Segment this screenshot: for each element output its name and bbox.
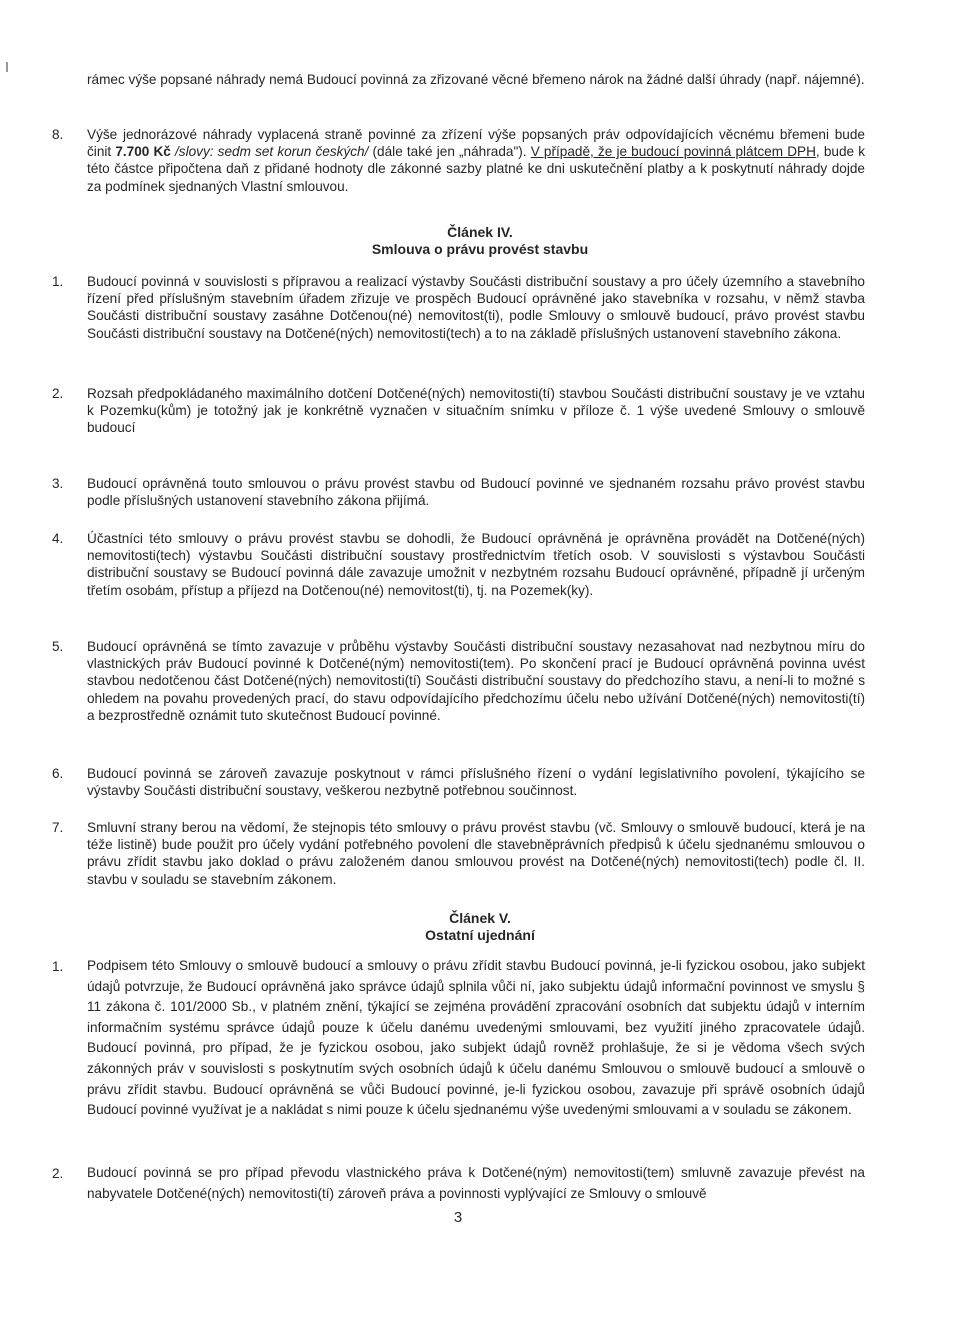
clause-number: 5. (52, 639, 64, 654)
scan-speck (6, 62, 8, 72)
clause-number: 8. (52, 127, 64, 142)
article-4-clause-5: Budoucí oprávněná se tímto zavazuje v průběhu výstavby Součásti distribuční soustavy nezasahovat nad nezbytnou míru do vlastnických práv Budoucí povinné k Dotčené(ným) nemovitosti(tem). Po skončení prací je Budoucí oprávněná povinna uvést stavbou nedotčenou část Dotčené(ných) nemovitosti(tí) Součásti distribuční soustavy do předchozího stavu, a není-li to možné s ohledem na povahu provedených prací, do stavu odpovídajícího předchozímu účelu nebo užívání Dotčené(ných) nemovitosti(tí) a bezprostředně oznámit tuto skutečnost Budoucí povinné. (87, 639, 865, 723)
clause-number: 6. (52, 766, 64, 781)
article-4-clause-1: Budoucí povinná v souvislosti s přípravou a realizací výstavby Součásti distribuční soustavy a pro účely územního a stavebního řízení před příslušným stavebním úřadem zřizuje ve prospěch Budoucí oprávněné jako stavebníka v rozsahu, v němž stavba Součásti distribuční soustavy zasáhne Dotčenou(né) nemovitost(ti), podle Smlouvy o smlouvě budoucí, právo provést stavbu Součásti distribuční soustavy na Dotčené(ných) nemovitosti(tech) a to na základě příslušných ustanovení stavebního zákona. (87, 274, 865, 341)
article-4-subheading: Smlouva o právu provést stavbu (371, 241, 589, 257)
clause-8-text (87, 126, 865, 195)
clause-number: 3. (52, 476, 64, 491)
clause-number: 2. (52, 1166, 64, 1181)
article-5-clause-2: Budoucí povinná se pro případ převodu vlastnického práva k Dotčené(ným) nemovitosti(tem) smluvně zavazuje převést na nabyvatele Dotčené(ných) nemovitosti(tí) zároveň práva a povinnosti vyplývající ze Smlouvy o smlouvě (87, 1165, 865, 1201)
vat-condition: V případě, že je budoucí povinná plátcem DPH (530, 144, 816, 160)
clause-8-part3: , bude k této částce připočtena daň z přidané hodnoty dle zákonné sazby platné ke dni uskutečnění platby a k poskytnutí náhrady dojde za podmínek sjednaných Vlastní smlouvou. (87, 144, 866, 194)
article-4-clause-7: Smluvní strany berou na vědomí, že stejnopis této smlouvy o právu provést stavbu (vč. Smlouvy o smlouvě budoucí, která je na téže listině) bude použit pro účely vydání potřebného povolení dle stavebněprávních předpisů k účelu sjednanému smlouvou o právu zřídit stavbu jako doklad o právu založeném danou smlouvou provést na Dotčené(ných) nemovitosti(tech) podle čl. II. stavbu v souladu se stavebním zákonem. (87, 820, 865, 887)
article-4-clause-6: Budoucí povinná se zároveň zavazuje poskytnout v rámci příslušného řízení o vydání legislativního povolení, týkajícího se výstavby Součásti distribuční soustavy, veškerou nezbytně potřebnou součinnost. (87, 766, 865, 799)
article-5-clause-1: Podpisem této Smlouvy o smlouvě budoucí a smlouvy o právu zřídit stavbu Budoucí povinná, je-li fyzickou osobou, jako subjekt údajů potvrzuje, že Budoucí oprávněná jako správce údajů splnila vůči ní, jako subjektu údajů informační povinnost ve smyslu § 11 zákona č. 101/2000 Sb., v platném znění, týkající se zejména provádění zpracování osobních dat subjektu údajů v interním informačním systému správce údajů pouze k účelu danému uvedenými smlouvami, bez využití jiného zpracovatele údajů. Budoucí povinná, pro případ, že je fyzickou osobou, jako subjekt údajů rovněž prohlašuje, že si je vědoma všech svých zákonných práv v souvislosti s poskytnutím svých osobních údajů k účelu danému Smlouvou o smlouvě budoucí a smlouvě o právu zřídit stavbu. Budoucí oprávněná se vůči Budoucí povinné, je-li fyzickou osobou, zavazuje při správě osobních údajů Budoucí povinné využívat je a nakládat s nimi pouze k účelu sjednanému výše uvedenými smlouvami a v souladu se zákonem. (87, 958, 865, 1118)
clause-number: 2. (52, 386, 64, 401)
clause-number: 1. (52, 274, 64, 289)
article-4-clause-4: Účastníci této smlouvy o právu provést stavbu se dohodli, že Budoucí oprávněná je oprávněna provádět na Dotčené(ných) nemovitosti(tech) výstavbu Součásti distribuční soustavy prostřednictvím třetích osob. V souvislosti s výstavbou Součásti distribuční soustavy se Budoucí povinná dále zavazuje umožnit v nezbytném rozsahu Budoucí oprávněné, případně jí určeným třetím osobám, přístup a příjezd na Dotčenou(né) nemovitost(ti), tj. na Pozemek(ky). (87, 531, 865, 598)
amount-in-words: /slovy: sedm set korun českých/ (170, 144, 369, 160)
article-4-clause-2: Rozsah předpokládaného maximálního dotčení Dotčené(ných) nemovitosti(tí) stavbou Součásti distribuční soustavy je ve vztahu k Pozemku(kům) je totožný jak je konkrétně vyznačen v situačním snímku v příloze č. 1 výše uvedené Smlouvy o smlouvě budoucí (87, 386, 865, 436)
clause-number: 4. (52, 531, 64, 546)
page-number: 3 (453, 1209, 463, 1226)
clause-number: 7. (52, 820, 64, 835)
clause-8-part1: Výše jednorázové náhrady vyplacená straně povinné za zřízení výše popsaných práv odpovídajících věcnému břemeni bude činit (87, 127, 865, 160)
article-4-clause-3: Budoucí oprávněná touto smlouvou o právu provést stavbu od Budoucí povinné ve sjednaném rozsahu právo provést stavbu podle příslušných ustanovení stavebního zákona přijímá. (87, 476, 865, 509)
intro-paragraph: rámec výše popsané náhrady nemá Budoucí povinná za zřizované věcné břemeno nárok na žádné další úhrady (např. nájemné). (87, 72, 865, 87)
compensation-amount: 7.700 Kč (115, 144, 171, 160)
article-4-heading: Článek IV. (447, 224, 513, 240)
article-5-subheading: Ostatní ujednání (425, 927, 535, 943)
clause-8-part2: (dále také jen „náhrada"). (368, 144, 531, 160)
clause-number: 1. (52, 959, 64, 974)
article-5-heading: Článek V. (449, 910, 511, 926)
